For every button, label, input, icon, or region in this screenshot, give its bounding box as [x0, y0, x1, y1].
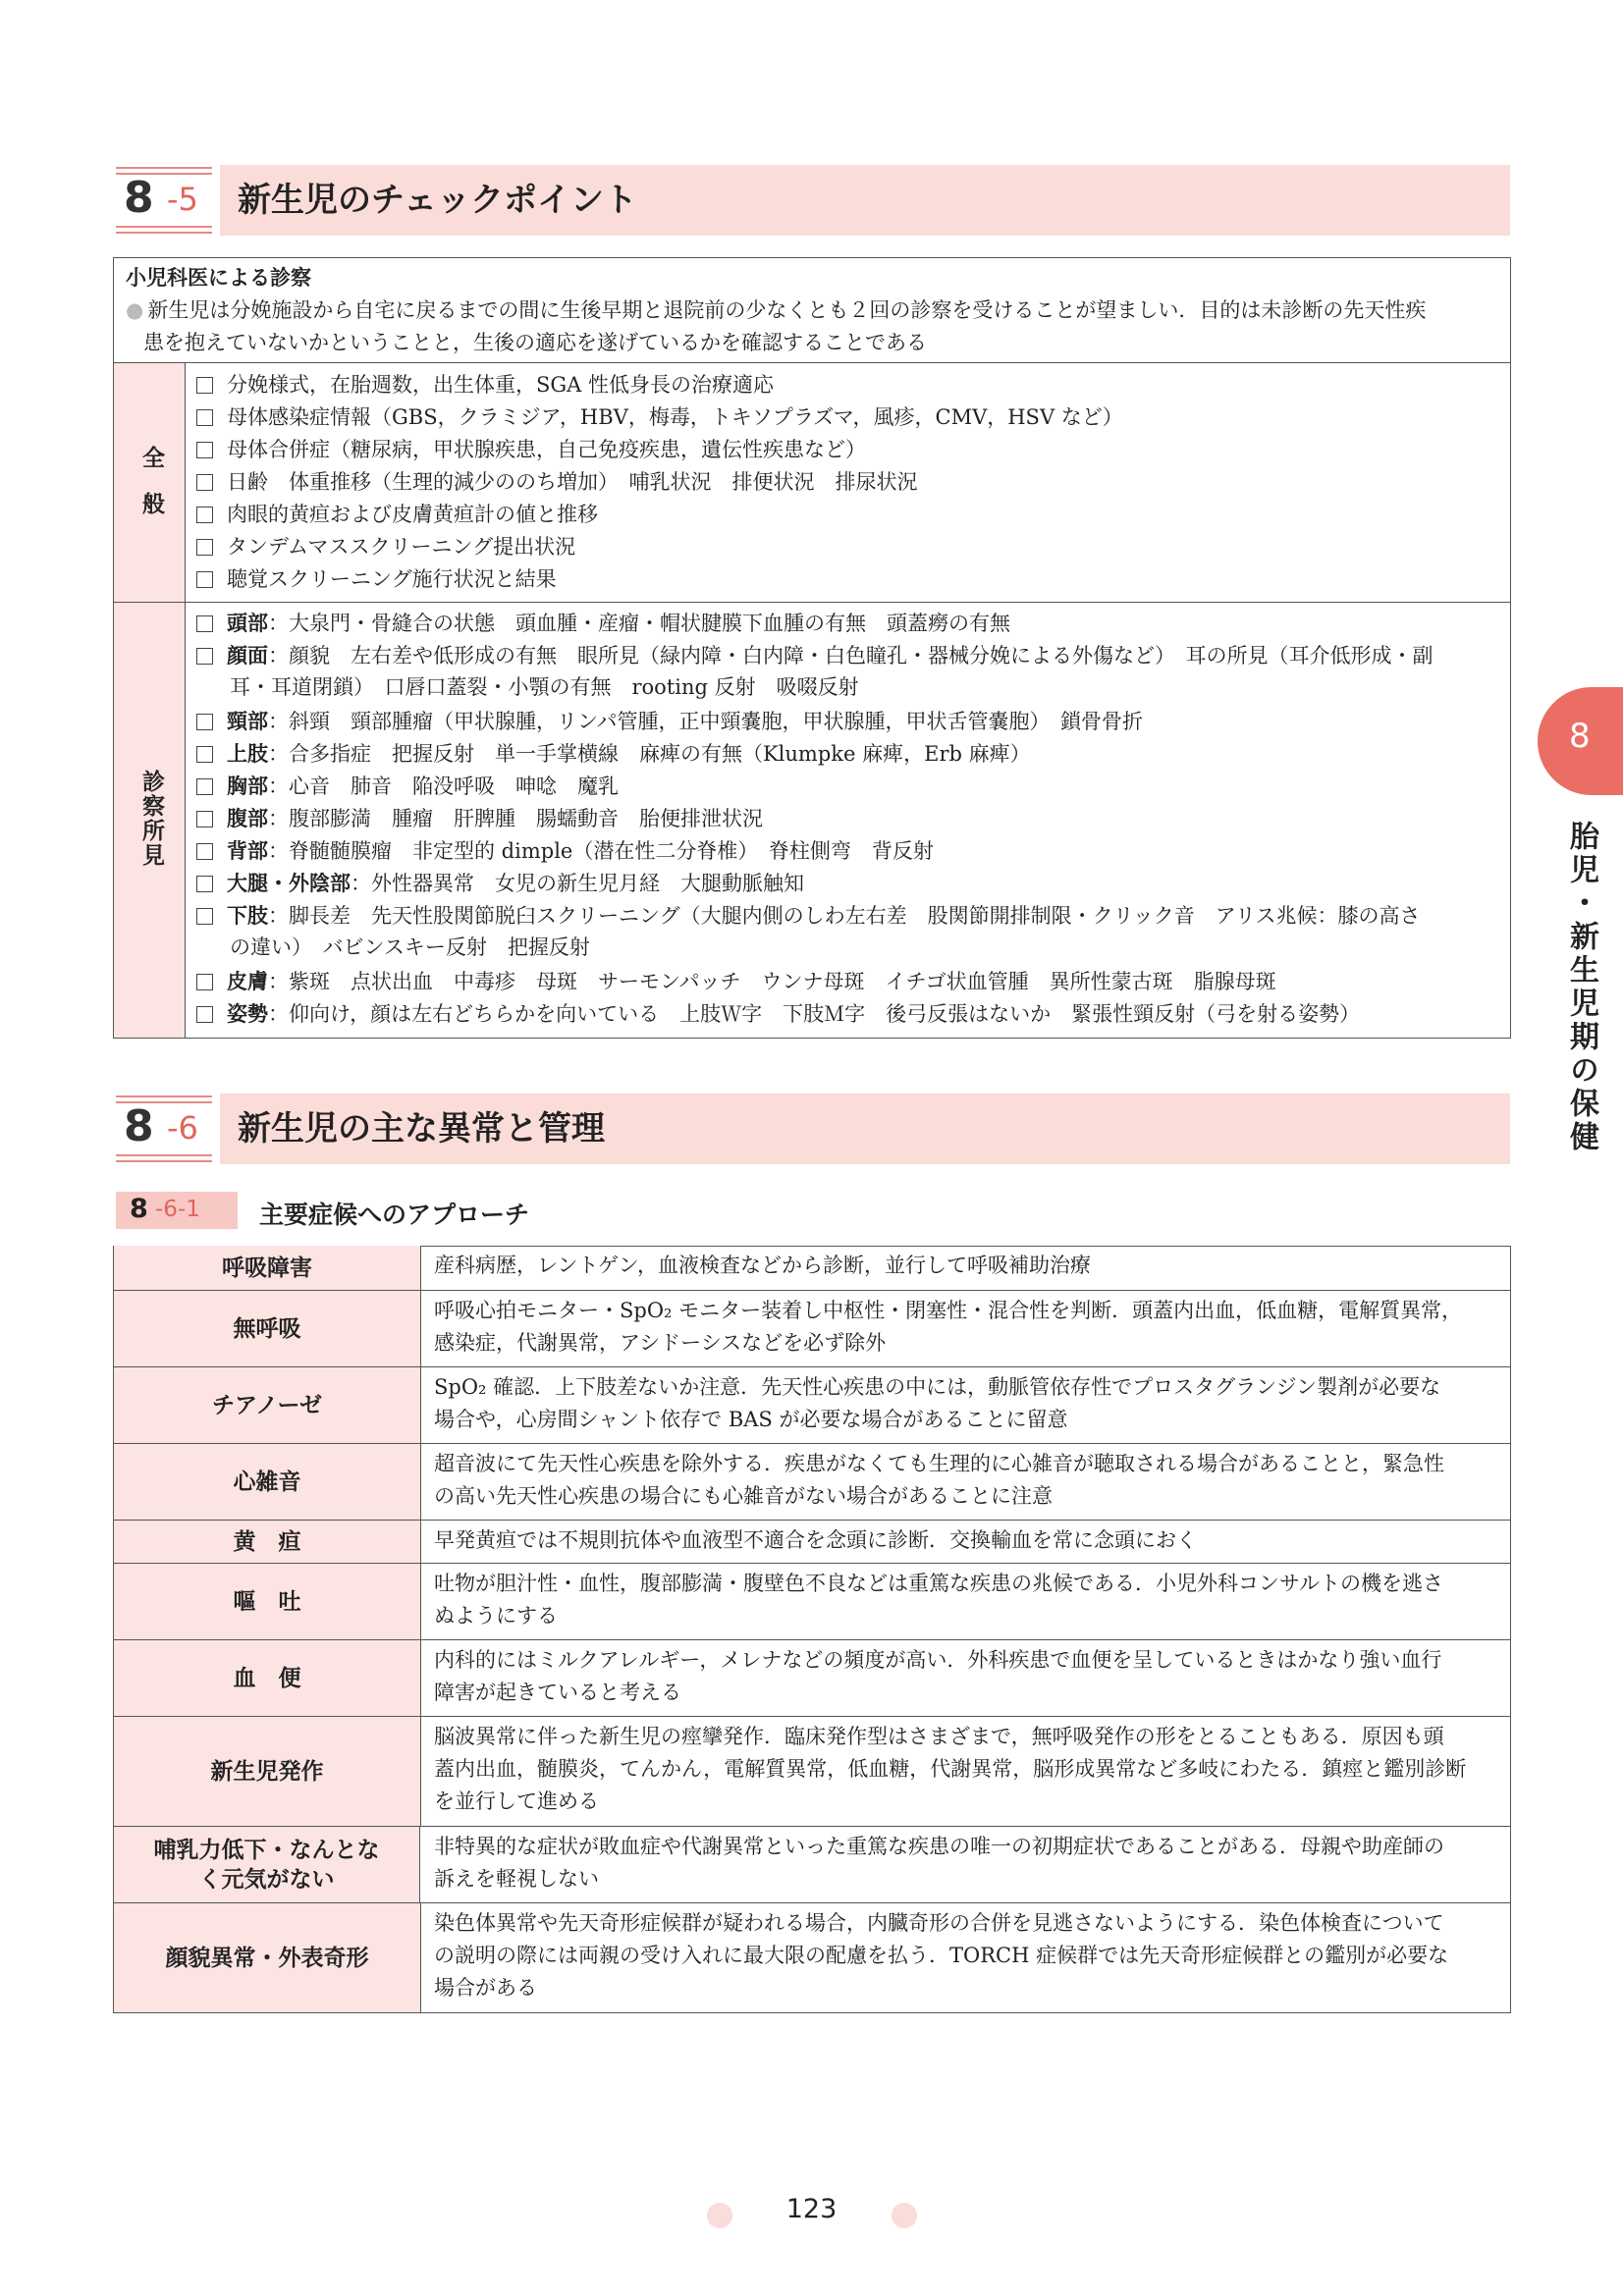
- checkbox[interactable]: [196, 409, 213, 426]
- table-row: 顔貌異常・外表奇形 染色体異常や先天奇形症候群が疑われる場合，内臓奇形の合併を見逃さないようにする．染色体検査について の説明の際には両親の受け入れに最大限の配慮を払う．TORCH 症候群では先天奇形症候群との鑑別が必要な 場合がある: [113, 1903, 1511, 2013]
- row-label: 無呼吸: [114, 1291, 421, 1366]
- checkbox[interactable]: [196, 1006, 213, 1023]
- decorative-dot-right: [892, 2203, 917, 2228]
- section-title: 新生児のチェックポイント: [220, 165, 1510, 236]
- exam-item: 背部：脊髄髄膜瘤 非定型的 dimple（潜在性二分脊椎） 脊柱側弯 背反射: [196, 835, 1613, 867]
- exam-item: 胸部：心音 肺音 陥没呼吸 呻唸 魔乳: [196, 771, 1613, 802]
- checkbox[interactable]: [196, 908, 213, 925]
- exam-label: 診察所見: [138, 770, 164, 868]
- section-sub-number: -6: [167, 1109, 198, 1147]
- exam-item: 大腿・外陰部：外性器異常 女児の新生児月経 大腿動脈触知: [196, 868, 1613, 899]
- table-row: 黄 疸 早発黄疸では不規則抗体や血液型不適合を念頭に診断．交換輸血を常に念頭におく: [113, 1521, 1511, 1564]
- general-item: 分娩様式，在胎週数，出生体重，SGA 性低身長の治療適応: [196, 369, 1613, 400]
- exam-item: 腹部：腹部膨満 腫瘤 肝脾腫 腸蠕動音 胎便排泄状況: [196, 803, 1613, 834]
- table-row: 無呼吸 呼吸心拍モニター・SpO₂ モニター装着し中枢性・閉塞性・混合性を判断．頭蓋内出血，低血糖，電解質異常， 感染症，代謝異常，アシドーシスなどを必ず除外: [113, 1291, 1511, 1367]
- checkbox[interactable]: [196, 539, 213, 556]
- general-item: 聴覚スクリーニング施行状況と結果: [196, 563, 1613, 595]
- general-label: 全般: [138, 446, 164, 538]
- checkbox[interactable]: [196, 474, 213, 491]
- table-row: チアノーゼ SpO₂ 確認．上下肢差ないか注意．先天性心疾患の中には，動脈管依存性でプロスタグランジン製剤が必要な 場合や，心房間シャント依存で BAS が必要な場合があることに留意: [113, 1367, 1511, 1444]
- checkbox[interactable]: [196, 876, 213, 892]
- row-label: 嘔 吐: [114, 1564, 421, 1639]
- subsection-header: [116, 1192, 862, 1231]
- general-item: 日齢 体重推移（生理的減少ののち増加） 哺乳状況 排便状況 排尿状況: [196, 466, 1613, 498]
- general-item: 母体合併症（糖尿病，甲状腺疾患，自己免疫疾患，遺伝性疾患など）: [196, 434, 1613, 465]
- subsection-number: 8 -6-1: [116, 1192, 238, 1229]
- section-title: 新生児の主な異常と管理: [220, 1094, 1510, 1164]
- checkbox[interactable]: [196, 377, 213, 394]
- checkbox[interactable]: [196, 974, 213, 990]
- chapter-number: 8: [124, 1101, 154, 1151]
- checkbox[interactable]: [196, 843, 213, 860]
- section-sub-number: -5: [167, 181, 198, 218]
- exam-item: 上肢：合多指症 把握反射 単一手掌横線 麻痺の有無（Klumpke 麻痺，Erb 麻痺）: [196, 738, 1613, 770]
- row-label: 新生児発作: [114, 1717, 421, 1826]
- checkbox[interactable]: [196, 714, 213, 730]
- subsection-title: 主要症候へのアプローチ: [259, 1201, 530, 1229]
- row-label: 哺乳力低下・なんとなく元気がない: [114, 1827, 420, 1902]
- general-item: 肉眼的黄疸および皮膚黄疸計の値と推移: [196, 499, 1613, 530]
- exam-label-cell: [114, 602, 186, 1038]
- checkbox[interactable]: [196, 507, 213, 523]
- row-label: チアノーゼ: [114, 1367, 421, 1443]
- checkbox[interactable]: [196, 442, 213, 458]
- intro-block: [126, 262, 1498, 358]
- section-8-6-header: [110, 1094, 1510, 1164]
- intro-text-1: 新生児は分娩施設から自宅に戻るまでの間に生後早期と退院前の少なくとも２回の診察を受けることが望ましい．目的は未診断の先天性疾: [147, 298, 1427, 322]
- table-row: 新生児発作 脳波異常に伴った新生児の痙攣発作．臨床発作型はさまざまで，無呼吸発作の形をとることもある．原因も頭 蓋内出血，髄膜炎，てんかん，電解質異常，低血糖，代謝異常，脳形成異常など多岐にわたる．鎮痙と鑑別診断 を並行して進める: [113, 1717, 1511, 1827]
- bullet-icon: ●: [126, 298, 144, 322]
- exam-item: 下肢：脚長差 先天性股関節脱臼スクリーニング（大腿内側のしわ左右差 股関節開排制限・クリック音 アリス兆候：膝の高さ の違い） バビンスキー反射 把握反射: [196, 900, 1613, 963]
- table-row: 呼吸障害 産科病歴，レントゲン，血液検査などから診断，並行して呼吸補助治療: [113, 1246, 1511, 1291]
- chapter-tab-number: 8: [1569, 717, 1591, 756]
- row-label: 黄 疸: [114, 1521, 421, 1563]
- exam-item: 頸部：斜頸 頸部腫瘤（甲状腺腫，リンパ管腫，正中頸嚢胞，甲状腺腫，甲状舌管嚢胞） 鎖骨骨折: [196, 706, 1613, 737]
- general-label-cell: [114, 362, 186, 603]
- chapter-title-vertical: 胎児・新生児期の保健: [1564, 821, 1598, 1154]
- intro-text-2: 患を抱えていないかということと，生後の適応を遂げているかを確認することである: [143, 331, 927, 354]
- page-number: 123: [785, 2194, 838, 2224]
- row-label: 血 便: [114, 1640, 421, 1716]
- checkbox[interactable]: [196, 648, 213, 665]
- table-row: 哺乳力低下・なんとなく元気がない 非特異的な症状が敗血症や代謝異常といった重篤な疾患の唯一の初期症状であることがある．母親や助産師の 訴えを軽視しない: [113, 1827, 1511, 1903]
- row-label: 呼吸障害: [114, 1246, 421, 1290]
- chapter-number: 8: [124, 173, 154, 223]
- general-item: タンデムマススクリーニング提出状況: [196, 531, 1613, 562]
- section-number: [110, 1094, 216, 1164]
- section-number: [110, 165, 216, 236]
- general-item: 母体感染症情報（GBS，クラミジア，HBV，梅毒，トキソプラズマ，風疹，CMV，HSV など）: [196, 401, 1613, 433]
- table-row: 血 便 内科的にはミルクアレルギー，メレナなどの頻度が高い．外科疾患で血便を呈しているときはかなり強い血行 障害が起きていると考える: [113, 1640, 1511, 1717]
- exam-item: 頭部：大泉門・骨縫合の状態 頭血腫・産瘤・帽状腱膜下血腫の有無 頭蓋癆の有無: [196, 608, 1613, 639]
- exam-item: 姿勢：仰向け，顔は左右どちらかを向いている 上肢Ｗ字 下肢Ｍ字 後弓反張はないか 緊張性頸反射（弓を射る姿勢）: [196, 998, 1613, 1030]
- checkbox[interactable]: [196, 615, 213, 632]
- checkbox[interactable]: [196, 811, 213, 828]
- section-8-5-header: [110, 165, 1510, 236]
- row-label: 心雑音: [114, 1444, 421, 1520]
- table-row: 心雑音 超音波にて先天性心疾患を除外する．疾患がなくても生理的に心雑音が聴取される場合があることと，緊急性 の高い先天性心疾患の場合にも心雑音がない場合があることに注意: [113, 1444, 1511, 1521]
- intro-heading: 小児科医による診察: [126, 266, 311, 290]
- checkbox[interactable]: [196, 778, 213, 795]
- row-label: 顔貌異常・外表奇形: [114, 1903, 421, 2012]
- exam-item: 皮膚：紫斑 点状出血 中毒疹 母斑 サーモンパッチ ウンナ母斑 イチゴ状血管腫 異所性蒙古斑 脂腺母斑: [196, 966, 1613, 997]
- exam-item: 顔面：顔貌 左右差や低形成の有無 眼所見（緑内障・白内障・白色瞳孔・器械分娩による外傷など） 耳の所見（耳介低形成・副 耳・耳道閉鎖） 口唇口蓋裂・小顎の有無 rooting 反射 吸啜反射: [196, 640, 1613, 703]
- table-row: 嘔 吐 吐物が胆汁性・血性，腹部膨満・腹壁色不良などは重篤な疾患の兆候である．小児外科コンサルトの機を逃さ ぬようにする: [113, 1564, 1511, 1640]
- checkbox[interactable]: [196, 571, 213, 588]
- checkbox[interactable]: [196, 746, 213, 763]
